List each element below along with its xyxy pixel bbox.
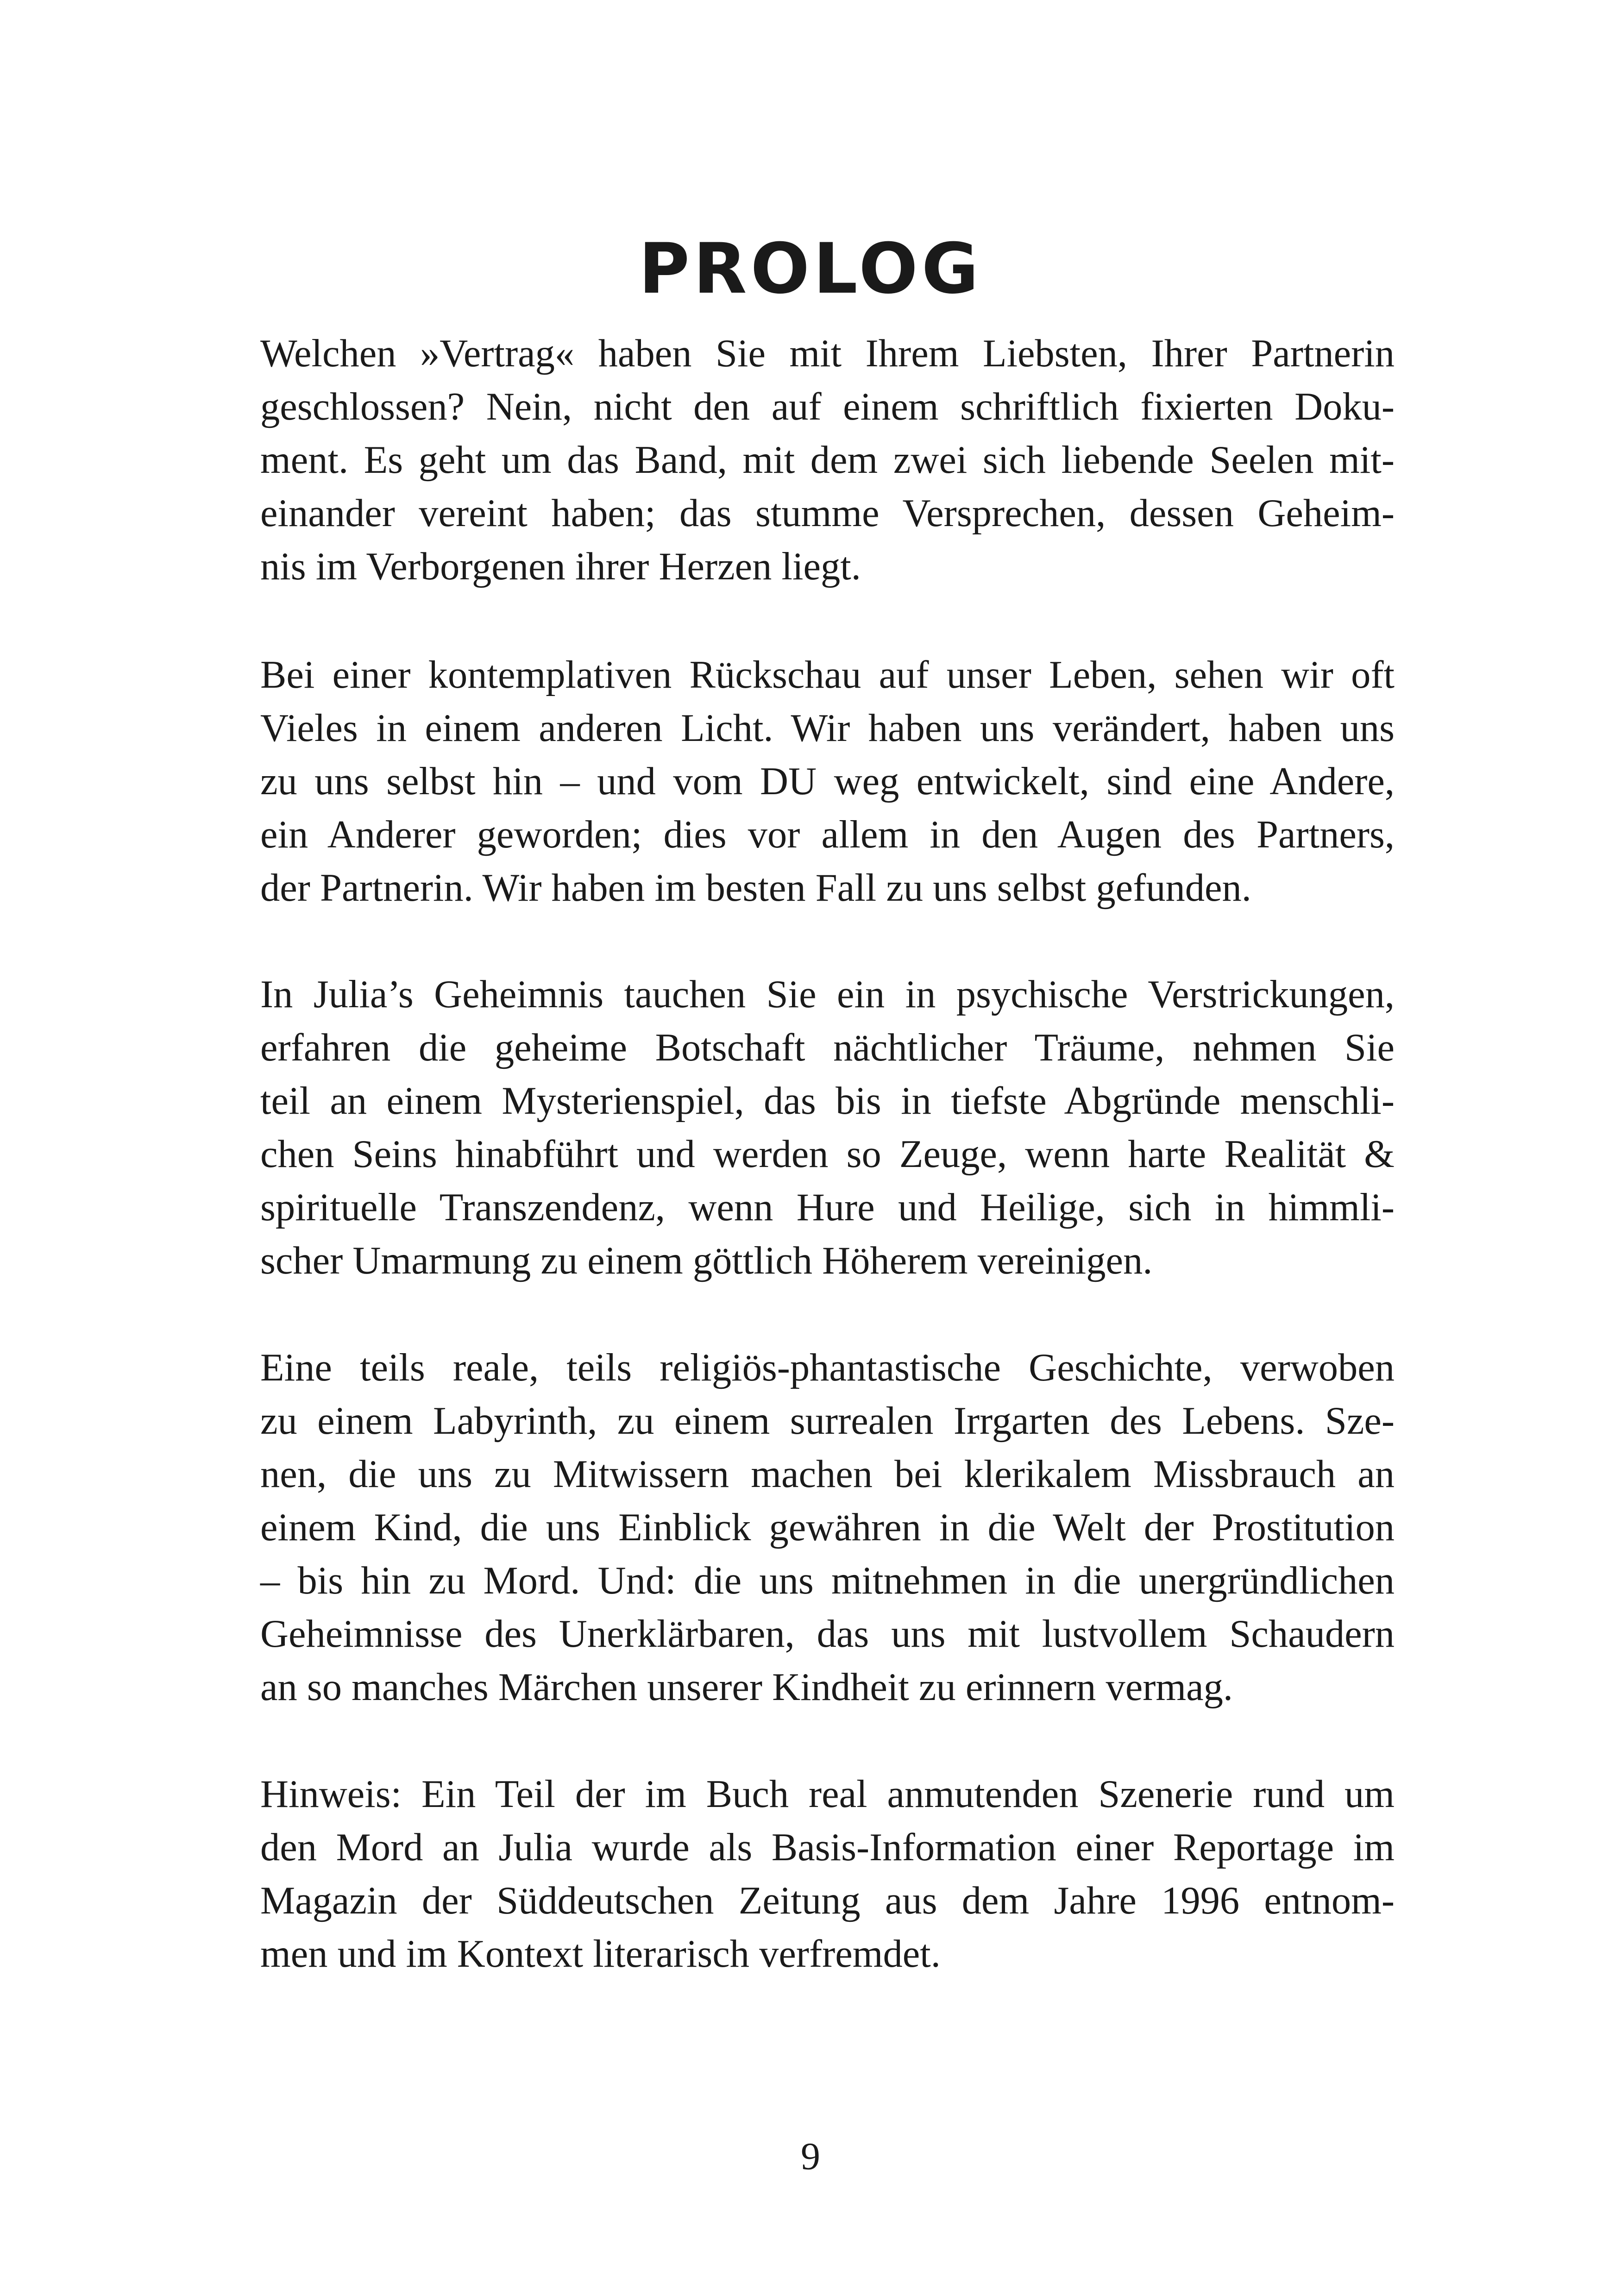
text-line: geschlossen? Nein, nicht den auf einem schriftlich fixierten Doku- bbox=[260, 385, 1395, 428]
text-line: Welchen »Vertrag« haben Sie mit Ihrem Liebsten, Ihrer Partnerin bbox=[260, 332, 1395, 375]
text-line: zu einem Labyrinth, zu einem surrealen Irrgarten des Lebens. Sze- bbox=[260, 1399, 1395, 1443]
text-line: an so manches Märchen unserer Kindheit zu erinnern vermag. bbox=[260, 1666, 1233, 1709]
text-line: erfahren die geheime Botschaft nächtlicher Träume, nehmen Sie bbox=[260, 1026, 1395, 1069]
text-line: chen Seins hinabführt und werden so Zeuge, wenn harte Realität & bbox=[260, 1133, 1395, 1176]
chapter-title: PROLOG bbox=[639, 228, 982, 309]
text-line: Magazin der Süddeutschen Zeitung aus dem Jahre 1996 entnom- bbox=[260, 1879, 1395, 1922]
text-line: einem Kind, die uns Einblick gewähren in die Welt der Prostitution bbox=[260, 1506, 1395, 1549]
text-line: der Partnerin. Wir haben im besten Fall zu uns selbst gefunden. bbox=[260, 866, 1251, 910]
text-line: zu uns selbst hin – und vom DU weg entwickelt, sind eine Andere, bbox=[260, 760, 1395, 803]
text-line: ment. Es geht um das Band, mit dem zwei sich liebende Seelen mit- bbox=[260, 439, 1395, 482]
text-line: nis im Verborgenen ihrer Herzen liegt. bbox=[260, 545, 861, 588]
text-line: Bei einer kontemplativen Rückschau auf unser Leben, sehen wir oft bbox=[260, 653, 1395, 696]
paragraph-1 bbox=[260, 327, 1395, 593]
paragraph-4 bbox=[260, 1341, 1395, 1714]
text-line: scher Umarmung zu einem göttlich Höherem vereinigen. bbox=[260, 1239, 1153, 1282]
text-line: spirituelle Transzendenz, wenn Hure und Heilige, sich in himmli- bbox=[260, 1186, 1395, 1229]
text-line: In Julia’s Geheimnis tauchen Sie ein in psychische Verstrickungen, bbox=[260, 973, 1395, 1016]
text-line: ein Anderer geworden; dies vor allem in den Augen des Partners, bbox=[260, 813, 1395, 856]
text-line: men und im Kontext literarisch verfremdet. bbox=[260, 1932, 941, 1976]
text-line: – bis hin zu Mord. Und: die uns mitnehmen in die unergründlichen bbox=[260, 1559, 1395, 1602]
text-line: einander vereint haben; das stumme Versprechen, dessen Geheim- bbox=[260, 492, 1395, 535]
text-line: Geheimnisse des Unerklärbaren, das uns mit lustvollem Schaudern bbox=[260, 1612, 1395, 1656]
text-line: den Mord an Julia wurde als Basis-Information einer Reportage im bbox=[260, 1826, 1395, 1869]
paragraph-3 bbox=[260, 968, 1395, 1287]
text-line: nen, die uns zu Mitwissern machen bei klerikalem Missbrauch an bbox=[260, 1453, 1395, 1496]
page-number: 9 bbox=[801, 2135, 820, 2178]
paragraph-5-note bbox=[260, 1768, 1395, 1981]
text-line: Vieles in einem anderen Licht. Wir haben uns verändert, haben uns bbox=[260, 707, 1395, 750]
text-line: teil an einem Mysterienspiel, das bis in tiefste Abgründe menschli- bbox=[260, 1079, 1395, 1123]
paragraph-2 bbox=[260, 648, 1395, 915]
text-line: Hinweis: Ein Teil der im Buch real anmutenden Szenerie rund um bbox=[260, 1773, 1395, 1816]
text-line: Eine teils reale, teils religiös-phantastische Geschichte, verwoben bbox=[260, 1346, 1395, 1389]
